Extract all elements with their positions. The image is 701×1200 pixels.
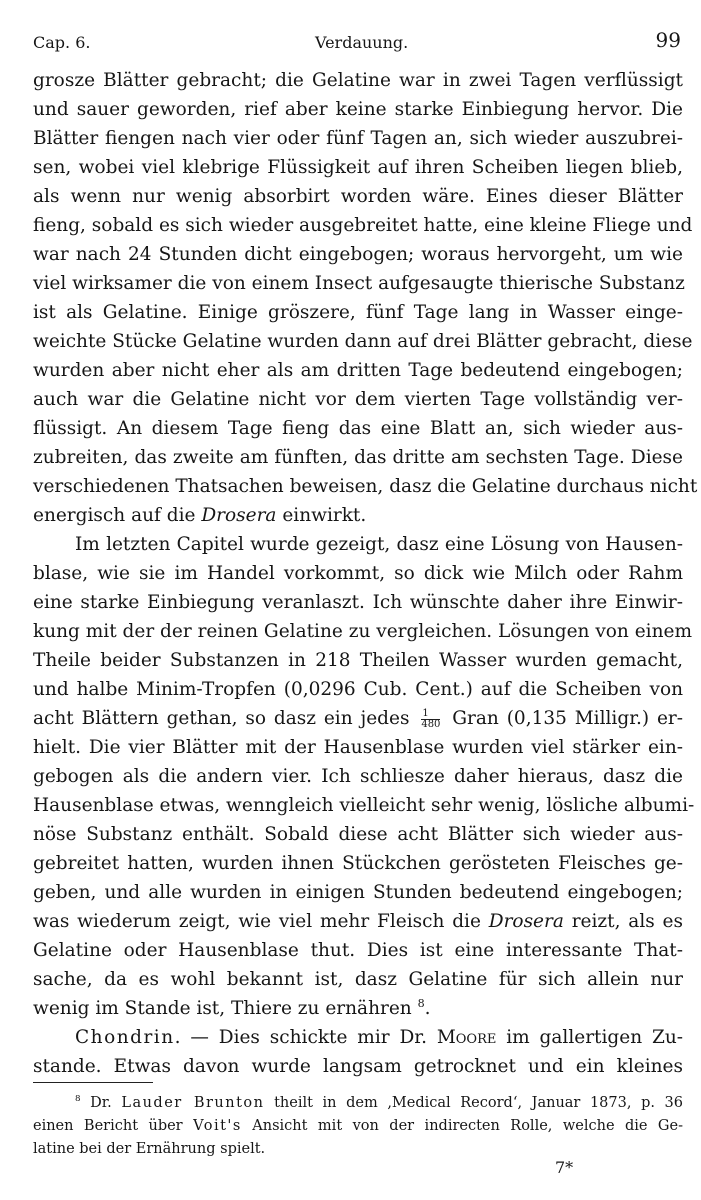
text-line: ist als Gelatine. Einige gröszere, fünf Tage lang in Wasser einge- [33, 302, 683, 323]
section-term: Chondrin [75, 1027, 175, 1048]
text-line [33, 501, 683, 530]
signature-mark: 7* [555, 1158, 574, 1177]
text-run: einen Bericht über [33, 1118, 194, 1134]
text-run: . [424, 998, 431, 1019]
text-line: auch war die Gelatine nicht vor dem vierten Tage vollständig ver- [33, 389, 683, 410]
text-run: acht Blättern gethan, so dasz ein jedes [33, 708, 418, 729]
text-run: theilt in dem ‚Medical Record‘, Januar 1873, p. 36 [264, 1095, 684, 1111]
text-line: wurden aber nicht eher als am dritten Tage bedeutend eingebogen; [33, 360, 683, 381]
text-line: viel wirksamer die von einem Insect aufgesaugte thierische Substanz [33, 273, 685, 294]
text-line: und sauer geworden, rief aber keine starke Einbiegung hervor. Die [33, 99, 683, 120]
text-line: weichte Stücke Gelatine wurden dann auf drei Blätter gebracht, diese [33, 331, 693, 352]
footnote-line [33, 1115, 683, 1138]
text-run: reizt, als es [563, 911, 683, 932]
fraction-denominator: 480 [421, 718, 441, 730]
main-text [33, 66, 698, 1081]
text-line: Gelatine oder Hausenblase thut. Dies ist eine interessante That- [33, 940, 683, 961]
text-run: Dr. [80, 1095, 122, 1111]
footnotes [33, 1092, 683, 1161]
text-run: Gran (0,135 Milligr.) er- [444, 708, 684, 729]
text-run: im gallertigen Zu- [496, 1027, 683, 1048]
genus-name: Drosera [201, 505, 277, 526]
genus-name: Drosera [488, 911, 564, 932]
text-line: Theile beider Substanzen in 218 Theilen Wasser wurden gemacht, [33, 650, 683, 671]
text-line: Im letzten Capitel wurde gezeigt, dasz eine Lösung von Hausen- [75, 534, 683, 555]
text-line: flüssigt. An diesem Tage fieng das eine Blatt an, sich wieder aus- [33, 418, 683, 439]
text-line: Blätter fiengen nach vier oder fünf Tagen an, sich wieder auszubrei- [33, 128, 683, 149]
person-name: Moore [436, 1027, 497, 1048]
text-line: eine starke Einbiegung veranlaszt. Ich wünschte daher ihre Einwir- [33, 592, 683, 613]
text-line: geben, und alle wurden in einigen Stunden bedeutend eingebogen; [33, 882, 683, 903]
text-line: war nach 24 Stunden dicht eingebogen; woraus hervorgeht, um wie [33, 244, 683, 265]
text-line: sache, da es wohl bekannt ist, dasz Gelatine für sich allein nur [33, 969, 683, 990]
text-line: gebreitet hatten, wurden ihnen Stückchen gerösteten Fleisches ge- [33, 853, 683, 874]
text-line [33, 704, 683, 733]
footnote-marker: 8 [75, 1094, 81, 1105]
text-line: als wenn nur wenig absorbirt worden wäre. Eines dieser Blätter [33, 186, 683, 207]
text-line [33, 1023, 683, 1052]
text-line: Hausenblase etwas, wenngleich vielleicht sehr wenig, lösliche albumi- [33, 795, 695, 816]
footnote-line [33, 1092, 683, 1115]
text-run: . — Dies schickte mir Dr. [174, 1027, 437, 1048]
footnote-line: latine bei der Ernährung spielt. [33, 1141, 266, 1157]
text-line: stande. Etwas davon wurde langsam getrocknet und ein kleines [33, 1056, 683, 1077]
text-line: verschiedenen Thatsachen beweisen, dasz die Gelatine durchaus nicht [33, 476, 698, 497]
text-line [33, 907, 683, 936]
text-line: blase, wie sie im Handel vorkommt, so dick wie Milch oder Rahm [33, 563, 683, 584]
text-line: fieng, sobald es sich wieder ausgebreitet hatte, eine kleine Fliege und [33, 215, 693, 236]
footnote-rule [33, 1082, 153, 1083]
page-number: 99 [655, 28, 681, 52]
text-line: hielt. Die vier Blätter mit der Hausenblase wurden viel stärker ein- [33, 737, 683, 758]
text-line: und halbe Minim-Tropfen (0,0296 Cub. Cent.) auf die Scheiben von [33, 679, 683, 700]
person-name: Voit's [193, 1118, 242, 1134]
text-run: einwirkt. [276, 505, 367, 526]
fraction-numerator: 1 [421, 709, 440, 720]
text-line: zubreiten, das zweite am fünften, das dritte am sechsten Tage. Diese [33, 447, 683, 468]
text-line: kung mit der der reinen Gelatine zu vergleichen. Lösungen von einem [33, 621, 692, 642]
chapter-label: Cap. 6. [33, 33, 91, 52]
fraction [421, 709, 440, 730]
text-line: grosze Blätter gebracht; die Gelatine war in zwei Tagen verflüssigt [33, 70, 683, 91]
text-run: was wiederum zeigt, wie viel mehr Fleisch die [33, 911, 489, 932]
text-run: wenig im Stande ist, Thiere zu ernähren [33, 998, 418, 1019]
text-line: sen, wobei viel klebrige Flüssigkeit auf ihren Scheiben liegen blieb, [33, 157, 683, 178]
running-title: Verdauung. [315, 33, 409, 52]
text-line: gebogen als die andern vier. Ich schliesze daher hieraus, dasz die [33, 766, 683, 787]
footnote-ref: 8 [417, 996, 425, 1010]
running-header [33, 28, 683, 58]
text-run: Ansicht mit von der indirecten Rolle, welche die Ge- [241, 1118, 683, 1134]
text-line: nöse Substanz enthält. Sobald diese acht Blätter sich wieder aus- [33, 824, 683, 845]
text-line [33, 994, 683, 1023]
person-name: Lauder Brunton [121, 1095, 265, 1111]
text-run: energisch auf die [33, 505, 202, 526]
